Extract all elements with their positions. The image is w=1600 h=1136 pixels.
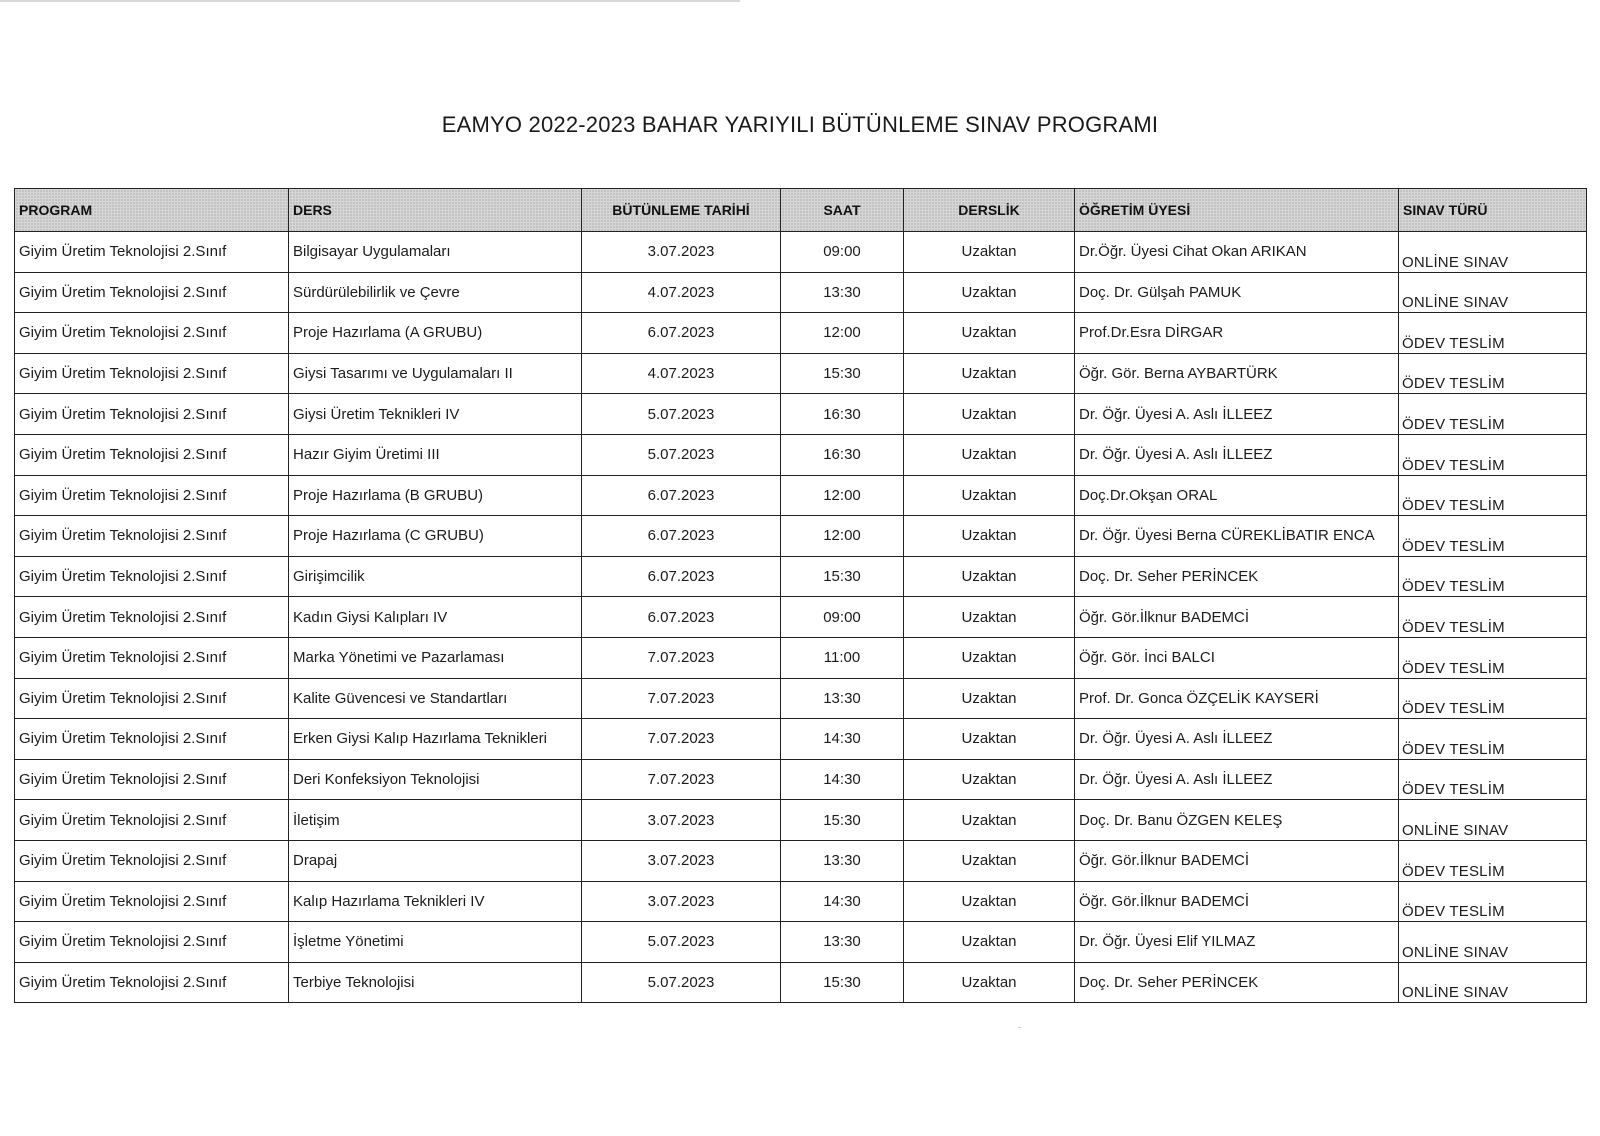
cell-instructor: Dr. Öğr. Üyesi A. Aslı İLLEEZ	[1075, 434, 1399, 475]
cell-date: 5.07.2023	[582, 962, 781, 1003]
cell-course: Giysi Tasarımı ve Uygulamaları II	[289, 353, 582, 394]
cell-room: Uzaktan	[904, 232, 1075, 273]
cell-course: Deri Konfeksiyon Teknolojisi	[289, 759, 582, 800]
cell-program: Giyim Üretim Teknolojisi 2.Sınıf	[15, 962, 289, 1003]
cell-instructor: Dr. Öğr. Üyesi Berna CÜREKLİBATIR ENCA	[1075, 516, 1399, 557]
cell-instructor: Doç. Dr. Banu ÖZGEN KELEŞ	[1075, 800, 1399, 841]
table-row	[15, 353, 1587, 394]
header-exam-type: SINAV TÜRÜ	[1399, 189, 1587, 232]
table-row	[15, 800, 1587, 841]
cell-room: Uzaktan	[904, 719, 1075, 760]
cell-program: Giyim Üretim Teknolojisi 2.Sınıf	[15, 232, 289, 273]
cell-program: Giyim Üretim Teknolojisi 2.Sınıf	[15, 597, 289, 638]
table-row	[15, 232, 1587, 273]
cell-program: Giyim Üretim Teknolojisi 2.Sınıf	[15, 719, 289, 760]
cell-date: 4.07.2023	[582, 272, 781, 313]
table-row	[15, 922, 1587, 963]
cell-program: Giyim Üretim Teknolojisi 2.Sınıf	[15, 434, 289, 475]
cell-room: Uzaktan	[904, 272, 1075, 313]
header-date: BÜTÜNLEME TARİHİ	[582, 189, 781, 232]
table-row	[15, 840, 1587, 881]
cell-instructor: Öğr. Gör. İnci BALCI	[1075, 637, 1399, 678]
cell-date: 7.07.2023	[582, 719, 781, 760]
cell-exam-type: ÖDEV TESLİM	[1399, 840, 1587, 881]
cell-course: İşletme Yönetimi	[289, 922, 582, 963]
cell-date: 6.07.2023	[582, 556, 781, 597]
scan-edge-line	[0, 0, 740, 2]
cell-course: Drapaj	[289, 840, 582, 881]
cell-time: 09:00	[781, 232, 904, 273]
cell-time: 15:30	[781, 962, 904, 1003]
cell-time: 15:30	[781, 556, 904, 597]
cell-instructor: Prof.Dr.Esra DİRGAR	[1075, 313, 1399, 354]
cell-course: Kalite Güvencesi ve Standartları	[289, 678, 582, 719]
cell-program: Giyim Üretim Teknolojisi 2.Sınıf	[15, 678, 289, 719]
table-row	[15, 556, 1587, 597]
table-row	[15, 516, 1587, 557]
cell-exam-type: ÖDEV TESLİM	[1399, 637, 1587, 678]
cell-program: Giyim Üretim Teknolojisi 2.Sınıf	[15, 313, 289, 354]
cell-time: 13:30	[781, 678, 904, 719]
cell-exam-type: ONLİNE SINAV	[1399, 922, 1587, 963]
cell-room: Uzaktan	[904, 475, 1075, 516]
cell-time: 13:30	[781, 840, 904, 881]
cell-room: Uzaktan	[904, 597, 1075, 638]
cell-course: Giysi Üretim Teknikleri IV	[289, 394, 582, 435]
cell-instructor: Dr. Öğr. Üyesi Elif YILMAZ	[1075, 922, 1399, 963]
exam-schedule-table	[14, 188, 1587, 1003]
cell-course: Marka Yönetimi ve Pazarlaması	[289, 637, 582, 678]
header-program: PROGRAM	[15, 189, 289, 232]
cell-room: Uzaktan	[904, 759, 1075, 800]
cell-instructor: Doç. Dr. Gülşah PAMUK	[1075, 272, 1399, 313]
cell-date: 6.07.2023	[582, 313, 781, 354]
cell-date: 4.07.2023	[582, 353, 781, 394]
cell-exam-type: ONLİNE SINAV	[1399, 800, 1587, 841]
cell-course: Sürdürülebilirlik ve Çevre	[289, 272, 582, 313]
cell-room: Uzaktan	[904, 922, 1075, 963]
cell-time: 14:30	[781, 881, 904, 922]
cell-time: 12:00	[781, 516, 904, 557]
table-row	[15, 475, 1587, 516]
cell-course: Bilgisayar Uygulamaları	[289, 232, 582, 273]
cell-time: 16:30	[781, 434, 904, 475]
cell-instructor: Doç.Dr.Okşan ORAL	[1075, 475, 1399, 516]
cell-program: Giyim Üretim Teknolojisi 2.Sınıf	[15, 637, 289, 678]
cell-time: 15:30	[781, 353, 904, 394]
cell-exam-type: ÖDEV TESLİM	[1399, 597, 1587, 638]
table-row	[15, 394, 1587, 435]
cell-room: Uzaktan	[904, 516, 1075, 557]
cell-room: Uzaktan	[904, 678, 1075, 719]
cell-instructor: Doç. Dr. Seher PERİNCEK	[1075, 556, 1399, 597]
cell-program: Giyim Üretim Teknolojisi 2.Sınıf	[15, 516, 289, 557]
page-title: EAMYO 2022-2023 BAHAR YARIYILI BÜTÜNLEME SINAV PROGRAMI	[441, 112, 1159, 137]
cell-room: Uzaktan	[904, 394, 1075, 435]
cell-room: Uzaktan	[904, 962, 1075, 1003]
cell-course: Erken Giysi Kalıp Hazırlama Teknikleri	[289, 719, 582, 760]
cell-exam-type: ONLİNE SINAV	[1399, 272, 1587, 313]
cell-room: Uzaktan	[904, 556, 1075, 597]
cell-exam-type: ÖDEV TESLİM	[1399, 556, 1587, 597]
cell-instructor: Dr. Öğr. Üyesi A. Aslı İLLEEZ	[1075, 394, 1399, 435]
cell-time: 14:30	[781, 719, 904, 760]
cell-exam-type: ÖDEV TESLİM	[1399, 353, 1587, 394]
table-body	[15, 232, 1587, 1003]
header-room: DERSLİK	[904, 189, 1075, 232]
table-row	[15, 434, 1587, 475]
table-row	[15, 962, 1587, 1003]
cell-room: Uzaktan	[904, 434, 1075, 475]
table-row	[15, 637, 1587, 678]
cell-course: Terbiye Teknolojisi	[289, 962, 582, 1003]
cell-exam-type: ÖDEV TESLİM	[1399, 475, 1587, 516]
cell-date: 3.07.2023	[582, 840, 781, 881]
cell-exam-type: ÖDEV TESLİM	[1399, 881, 1587, 922]
table-row	[15, 719, 1587, 760]
header-instructor: ÖĞRETİM ÜYESİ	[1075, 189, 1399, 232]
cell-date: 7.07.2023	[582, 678, 781, 719]
cell-instructor: Öğr. Gör.İlknur BADEMCİ	[1075, 597, 1399, 638]
cell-date: 3.07.2023	[582, 232, 781, 273]
cell-room: Uzaktan	[904, 800, 1075, 841]
table-row	[15, 597, 1587, 638]
cell-exam-type: ONLİNE SINAV	[1399, 962, 1587, 1003]
cell-instructor: Doç. Dr. Seher PERİNCEK	[1075, 962, 1399, 1003]
cell-time: 12:00	[781, 475, 904, 516]
cell-program: Giyim Üretim Teknolojisi 2.Sınıf	[15, 272, 289, 313]
cell-program: Giyim Üretim Teknolojisi 2.Sınıf	[15, 759, 289, 800]
cell-instructor: Öğr. Gör.İlknur BADEMCİ	[1075, 881, 1399, 922]
cell-instructor: Prof. Dr. Gonca ÖZÇELİK KAYSERİ	[1075, 678, 1399, 719]
cell-program: Giyim Üretim Teknolojisi 2.Sınıf	[15, 881, 289, 922]
cell-exam-type: ONLİNE SINAV	[1399, 232, 1587, 273]
cell-date: 3.07.2023	[582, 800, 781, 841]
cell-room: Uzaktan	[904, 353, 1075, 394]
cell-instructor: Dr. Öğr. Üyesi A. Aslı İLLEEZ	[1075, 759, 1399, 800]
table-row	[15, 759, 1587, 800]
cell-instructor: Öğr. Gör. Berna AYBARTÜRK	[1075, 353, 1399, 394]
cell-time: 13:30	[781, 272, 904, 313]
cell-exam-type: ÖDEV TESLİM	[1399, 516, 1587, 557]
cell-exam-type: ÖDEV TESLİM	[1399, 394, 1587, 435]
header-time: SAAT	[781, 189, 904, 232]
cell-date: 5.07.2023	[582, 434, 781, 475]
table-header	[15, 189, 1587, 232]
cell-date: 7.07.2023	[582, 759, 781, 800]
cell-date: 6.07.2023	[582, 516, 781, 557]
cell-time: 13:30	[781, 922, 904, 963]
cell-time: 14:30	[781, 759, 904, 800]
cell-program: Giyim Üretim Teknolojisi 2.Sınıf	[15, 556, 289, 597]
table-row	[15, 313, 1587, 354]
cell-date: 6.07.2023	[582, 597, 781, 638]
header-course: DERS	[289, 189, 582, 232]
scan-speck	[1018, 1027, 1021, 1028]
table-row	[15, 272, 1587, 313]
cell-course: Kadın Giysi Kalıpları IV	[289, 597, 582, 638]
cell-program: Giyim Üretim Teknolojisi 2.Sınıf	[15, 353, 289, 394]
cell-date: 3.07.2023	[582, 881, 781, 922]
cell-program: Giyim Üretim Teknolojisi 2.Sınıf	[15, 475, 289, 516]
cell-exam-type: ÖDEV TESLİM	[1399, 313, 1587, 354]
cell-course: Girişimcilik	[289, 556, 582, 597]
table-row	[15, 678, 1587, 719]
cell-instructor: Öğr. Gör.İlknur BADEMCİ	[1075, 840, 1399, 881]
cell-exam-type: ÖDEV TESLİM	[1399, 678, 1587, 719]
cell-instructor: Dr. Öğr. Üyesi A. Aslı İLLEEZ	[1075, 719, 1399, 760]
cell-time: 09:00	[781, 597, 904, 638]
cell-date: 7.07.2023	[582, 637, 781, 678]
cell-course: Hazır Giyim Üretimi III	[289, 434, 582, 475]
cell-course: Kalıp Hazırlama Teknikleri IV	[289, 881, 582, 922]
cell-time: 16:30	[781, 394, 904, 435]
cell-course: İletişim	[289, 800, 582, 841]
cell-date: 6.07.2023	[582, 475, 781, 516]
cell-program: Giyim Üretim Teknolojisi 2.Sınıf	[15, 394, 289, 435]
cell-date: 5.07.2023	[582, 922, 781, 963]
cell-exam-type: ÖDEV TESLİM	[1399, 759, 1587, 800]
cell-instructor: Dr.Öğr. Üyesi Cihat Okan ARIKAN	[1075, 232, 1399, 273]
cell-course: Proje Hazırlama (C GRUBU)	[289, 516, 582, 557]
cell-date: 5.07.2023	[582, 394, 781, 435]
cell-time: 12:00	[781, 313, 904, 354]
cell-program: Giyim Üretim Teknolojisi 2.Sınıf	[15, 922, 289, 963]
table-row	[15, 881, 1587, 922]
cell-room: Uzaktan	[904, 881, 1075, 922]
cell-course: Proje Hazırlama (A GRUBU)	[289, 313, 582, 354]
cell-exam-type: ÖDEV TESLİM	[1399, 434, 1587, 475]
cell-course: Proje Hazırlama (B GRUBU)	[289, 475, 582, 516]
cell-room: Uzaktan	[904, 840, 1075, 881]
cell-time: 15:30	[781, 800, 904, 841]
cell-room: Uzaktan	[904, 637, 1075, 678]
cell-room: Uzaktan	[904, 313, 1075, 354]
cell-time: 11:00	[781, 637, 904, 678]
cell-program: Giyim Üretim Teknolojisi 2.Sınıf	[15, 800, 289, 841]
cell-program: Giyim Üretim Teknolojisi 2.Sınıf	[15, 840, 289, 881]
cell-exam-type: ÖDEV TESLİM	[1399, 719, 1587, 760]
header-row	[15, 189, 1587, 232]
